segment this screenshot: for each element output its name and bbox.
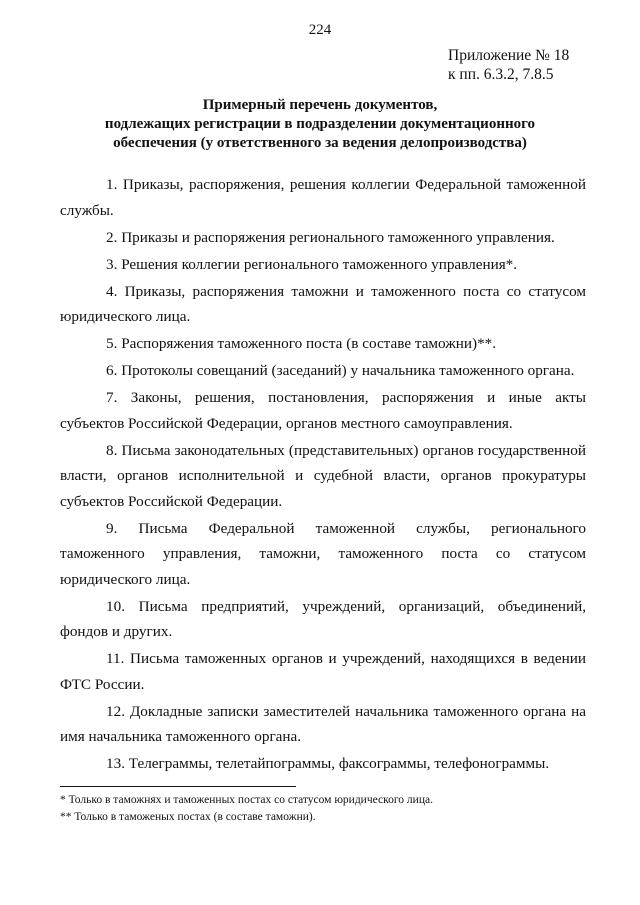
list-item-9: 9. Письма Федеральной таможенной службы, регионального таможенного управления, таможни, таможенного поста со статусом юридического лица. bbox=[60, 519, 586, 588]
title-line-1: Примерный перечень документов, bbox=[202, 97, 438, 113]
list-item-3: 3. Решения коллегии регионального таможенного управления*. bbox=[106, 255, 518, 273]
footnote-2: ** Только в таможеных постах (в составе таможни). bbox=[60, 811, 316, 823]
list-item-7: 7. Законы, решения, постановления, распоряжения и иные акты субъектов Российской Федерации, органов местного самоуправления. bbox=[60, 389, 586, 432]
footnote-1: * Только в таможнях и таможенных постах со статусом юридического лица. bbox=[60, 794, 433, 806]
list-item-2: 2. Приказы и распоряжения регионального таможенного управления. bbox=[106, 228, 555, 246]
title-line-2: подлежащих регистрации в подразделении документационного bbox=[104, 116, 536, 132]
list-item-6: 6. Протоколы совещаний (заседаний) у начальника таможенного органа. bbox=[106, 362, 575, 379]
list-item-5: 5. Распоряжения таможенного поста (в составе таможни)**. bbox=[106, 335, 497, 352]
list-item-12: 12. Докладные записки заместителей начальника таможенного органа на имя начальника таможенного органа. bbox=[60, 702, 586, 745]
appendix-line-1: Приложение № 18 bbox=[448, 47, 570, 64]
page-number: 224 bbox=[308, 22, 332, 38]
footnotes bbox=[60, 792, 580, 826]
footnote-divider bbox=[60, 786, 296, 787]
list-item-13: 13. Телеграммы, телетайпограммы, факсограммы, телефонограммы. bbox=[106, 755, 550, 772]
title-line-3: обеспечения (у ответственного за ведения делопроизводства) bbox=[113, 135, 527, 151]
document-list bbox=[60, 172, 586, 778]
appendix-line-2: к пп. 6.3.2, 7.8.5 bbox=[448, 66, 554, 83]
appendix-reference bbox=[448, 46, 569, 84]
list-item-1: 1. Приказы, распоряжения, решения коллегии Федеральной таможенной службы. bbox=[60, 176, 586, 219]
list-item-10: 10. Письма предприятий, учреждений, организаций, объединений, фондов и других. bbox=[60, 597, 586, 640]
list-item-4: 4. Приказы, распоряжения таможни и таможенного поста со статусом юридического лица. bbox=[60, 282, 586, 325]
document-title bbox=[60, 96, 580, 153]
list-item-8: 8. Письма законодательных (представительных) органов государственной власти, органов исполнительной и судебной власти, органов прокуратуры субъектов Российской Федерации. bbox=[60, 441, 586, 510]
list-item-11: 11. Письма таможенных органов и учреждений, находящихся в ведении ФТС России. bbox=[60, 650, 586, 693]
